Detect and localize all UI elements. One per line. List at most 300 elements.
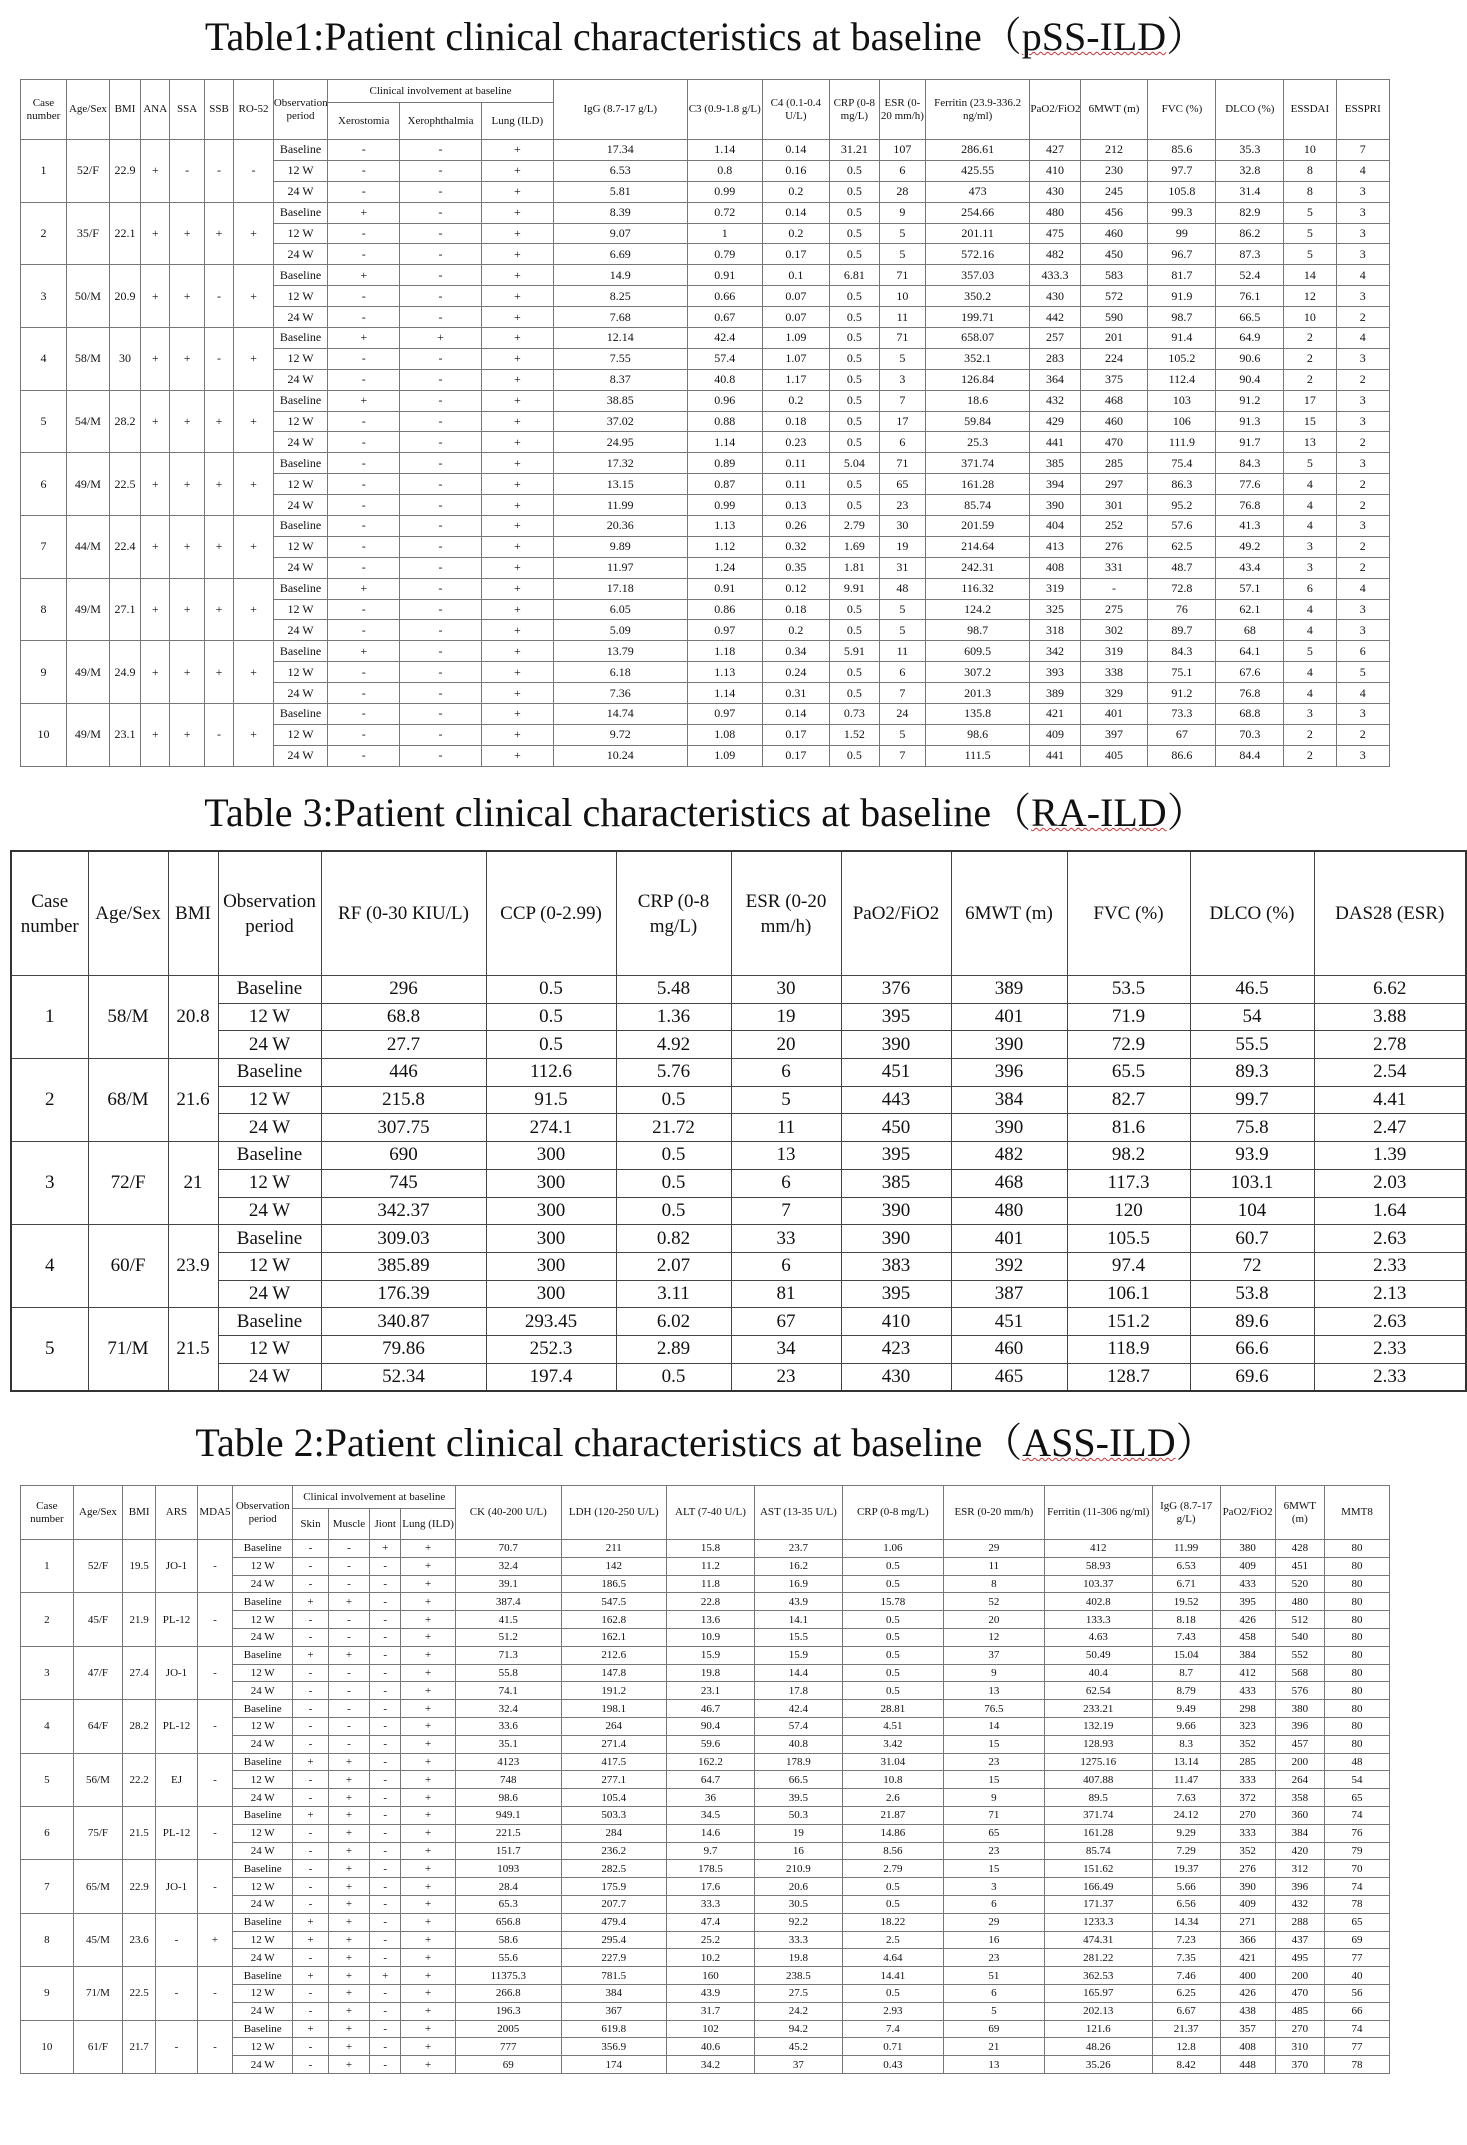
t2-h-ldh: LDH (120-250 U/L) xyxy=(561,1486,666,1540)
table-cell: - xyxy=(400,369,482,390)
table-cell: + xyxy=(328,328,400,349)
table-cell: 55.5 xyxy=(1190,1031,1314,1059)
table-cell: 28.4 xyxy=(456,1878,561,1896)
table-cell: 450 xyxy=(1080,244,1148,265)
table-cell: 2.5 xyxy=(842,1931,943,1949)
cell-period: 24 W xyxy=(233,1895,293,1913)
cell-ssa: + xyxy=(170,328,204,391)
cell-bmi: 24.9 xyxy=(109,641,140,704)
table-cell: 2 xyxy=(1336,557,1389,578)
table-row xyxy=(11,1225,1466,1253)
table-cell: 448 xyxy=(1220,2056,1275,2074)
table-cell: 13.6 xyxy=(667,1611,755,1629)
table-cell: 1.69 xyxy=(829,536,879,557)
table-cell: 11.47 xyxy=(1152,1771,1220,1789)
cell-case: 4 xyxy=(21,1700,74,1753)
table1-title-close: ） xyxy=(1166,14,1207,59)
table-cell: 198.1 xyxy=(561,1700,666,1718)
table-cell: 40.4 xyxy=(1044,1664,1152,1682)
table-cell: 242.31 xyxy=(925,557,1030,578)
table-cell: 27.7 xyxy=(321,1031,486,1059)
table-cell: 331 xyxy=(1080,557,1148,578)
table-cell: 13 xyxy=(943,2056,1044,2074)
t1-h-fvc: FVC (%) xyxy=(1148,80,1216,140)
table-cell: 10.8 xyxy=(842,1771,943,1789)
table-cell: - xyxy=(370,1557,401,1575)
table-cell: + xyxy=(401,1557,456,1575)
table-cell: 949.1 xyxy=(456,1806,561,1824)
table-cell: 433.3 xyxy=(1030,265,1080,286)
table-cell: 49.2 xyxy=(1216,536,1284,557)
table-cell: 0.32 xyxy=(762,536,829,557)
table-cell: + xyxy=(328,202,400,223)
t1-h-6mwt: 6MWT (m) xyxy=(1080,80,1148,140)
table-cell: 126.84 xyxy=(925,369,1030,390)
table-cell: 474.31 xyxy=(1044,1931,1152,1949)
table-cell: 2 xyxy=(1284,745,1336,766)
table-cell: + xyxy=(328,1771,370,1789)
table-cell: 67 xyxy=(1148,724,1216,745)
cell-case: 5 xyxy=(21,390,67,453)
table-cell: 71.3 xyxy=(456,1646,561,1664)
table-row xyxy=(11,1280,1466,1308)
cell-ars: JO-1 xyxy=(156,1540,198,1593)
table-cell: 74 xyxy=(1325,1878,1390,1896)
table-cell: 62.1 xyxy=(1216,599,1284,620)
cell-ars: PL-12 xyxy=(156,1700,198,1753)
table-cell: + xyxy=(328,1646,370,1664)
table-cell: 93.9 xyxy=(1190,1142,1314,1170)
table-cell: + xyxy=(328,1806,370,1824)
table-cell: - xyxy=(293,1682,328,1700)
table-cell: 8 xyxy=(1284,160,1336,181)
table-cell: 390 xyxy=(951,1114,1067,1142)
table-cell: 24.95 xyxy=(553,432,687,453)
table-cell: 4 xyxy=(1284,683,1336,704)
table-cell: 35.1 xyxy=(456,1735,561,1753)
table-cell: 74 xyxy=(1325,1806,1390,1824)
table-cell: 166.49 xyxy=(1044,1878,1152,1896)
table-cell: 540 xyxy=(1275,1628,1324,1646)
cell-ars: - xyxy=(156,2020,198,2073)
table-cell: 375 xyxy=(1080,369,1148,390)
table-cell: 77 xyxy=(1325,2038,1390,2056)
table-cell: 0.91 xyxy=(687,265,762,286)
table-cell: - xyxy=(293,2002,328,2020)
table-cell: 5 xyxy=(879,620,925,641)
cell-period: 12 W xyxy=(273,536,327,557)
table-cell: 0.26 xyxy=(762,516,829,537)
table-cell: 65.5 xyxy=(1067,1059,1190,1087)
table-cell: 71 xyxy=(879,328,925,349)
table-cell: 0.5 xyxy=(829,745,879,766)
t3-h-bmi: BMI xyxy=(168,851,218,976)
table-cell: 24.12 xyxy=(1152,1806,1220,1824)
table-cell: 7.23 xyxy=(1152,1931,1220,1949)
table-cell: 142 xyxy=(561,1557,666,1575)
table-cell: 57.6 xyxy=(1148,516,1216,537)
table-cell: - xyxy=(328,474,400,495)
table-cell: + xyxy=(401,2002,456,2020)
table-cell: 0.89 xyxy=(687,453,762,474)
table-row xyxy=(21,1806,1390,1824)
table-cell: - xyxy=(328,369,400,390)
table-cell: 443 xyxy=(841,1086,951,1114)
table-cell: 9 xyxy=(943,1664,1044,1682)
table-cell: + xyxy=(401,1540,456,1558)
table-cell: 426 xyxy=(1220,1984,1275,2002)
cell-period: Baseline xyxy=(233,2020,293,2038)
table-row xyxy=(11,1363,1466,1391)
cell-ssb: + xyxy=(204,516,233,579)
table-cell: - xyxy=(400,704,482,725)
table-cell: 1.07 xyxy=(762,348,829,369)
table-cell: 2 xyxy=(1284,369,1336,390)
cell-ro52: + xyxy=(234,202,274,265)
table-cell: 425.55 xyxy=(925,160,1030,181)
table-cell: + xyxy=(481,328,553,349)
table-cell: 128.93 xyxy=(1044,1735,1152,1753)
table-cell: 0.5 xyxy=(842,1628,943,1646)
table-cell: 214.64 xyxy=(925,536,1030,557)
table-cell: 319 xyxy=(1080,641,1148,662)
table-row xyxy=(11,1059,1466,1087)
t1-h-igg: IgG (8.7-17 g/L) xyxy=(553,80,687,140)
table-cell: + xyxy=(401,1628,456,1646)
table-cell: + xyxy=(481,286,553,307)
cell-age-sex: 52/F xyxy=(73,1540,122,1593)
table-cell: 1.08 xyxy=(687,724,762,745)
table-cell: 19.52 xyxy=(1152,1593,1220,1611)
table-cell: 66.5 xyxy=(1216,307,1284,328)
cell-ro52: + xyxy=(234,704,274,767)
table-cell: 15 xyxy=(943,1735,1044,1753)
table-cell: 0.5 xyxy=(616,1086,731,1114)
table-cell: 6 xyxy=(731,1169,841,1197)
cell-period: 24 W xyxy=(233,1735,293,1753)
t1-h-clinical: Clinical involvement at baseline xyxy=(328,80,554,103)
table-cell: 10 xyxy=(879,286,925,307)
table-cell: 0.5 xyxy=(486,976,616,1004)
table-cell: 25.2 xyxy=(667,1931,755,1949)
table-cell: 33.3 xyxy=(667,1895,755,1913)
cell-mda5: - xyxy=(197,2020,232,2073)
cell-case: 3 xyxy=(11,1142,88,1225)
cell-case: 3 xyxy=(21,1646,74,1699)
cell-bmi: 22.1 xyxy=(109,202,140,265)
t1-h-essdai: ESSDAI xyxy=(1284,80,1336,140)
table-cell: 60.7 xyxy=(1190,1225,1314,1253)
table-cell: 52.4 xyxy=(1216,265,1284,286)
table-cell: 395 xyxy=(841,1280,951,1308)
cell-ssa: + xyxy=(170,202,204,265)
t2-h-ck: CK (40-200 U/L) xyxy=(456,1486,561,1540)
table-cell: - xyxy=(370,1700,401,1718)
table-cell: 27.5 xyxy=(754,1984,842,2002)
table-cell: - xyxy=(400,536,482,557)
cell-period: Baseline xyxy=(233,1967,293,1985)
table-cell: 68.8 xyxy=(321,1003,486,1031)
table-cell: 64.9 xyxy=(1216,328,1284,349)
cell-period: 12 W xyxy=(273,286,327,307)
table-cell: 23 xyxy=(879,495,925,516)
cell-case: 1 xyxy=(21,140,67,203)
table-cell: 384 xyxy=(1275,1824,1324,1842)
t2-h-igg: IgG (8.7-17 g/L) xyxy=(1152,1486,1220,1540)
table-cell: + xyxy=(481,369,553,390)
t3-h-dlco: DLCO (%) xyxy=(1190,851,1314,976)
table-cell: 5.81 xyxy=(553,181,687,202)
table-cell: 275 xyxy=(1080,599,1148,620)
table-cell: 0.5 xyxy=(842,1664,943,1682)
table-cell: 57.4 xyxy=(687,348,762,369)
table-cell: - xyxy=(328,286,400,307)
cell-period: 24 W xyxy=(233,1789,293,1807)
table-cell: 283 xyxy=(1030,348,1080,369)
table-cell: 4 xyxy=(1336,328,1389,349)
table-cell: 301 xyxy=(1080,495,1148,516)
table-cell: 103.1 xyxy=(1190,1169,1314,1197)
table-cell: 4.64 xyxy=(842,1949,943,1967)
table-cell: 8.42 xyxy=(1152,2056,1220,2074)
table-cell: - xyxy=(370,1806,401,1824)
table-cell: 91.2 xyxy=(1216,390,1284,411)
table-cell: 43.4 xyxy=(1216,557,1284,578)
t1-h-ssa: SSA xyxy=(170,80,204,140)
table-cell: 15 xyxy=(1284,411,1336,432)
table-cell: + xyxy=(401,1700,456,1718)
cell-period: Baseline xyxy=(273,704,327,725)
cell-period: 12 W xyxy=(218,1169,321,1197)
cell-ssb: + xyxy=(204,578,233,641)
table-cell: 495 xyxy=(1275,1949,1324,1967)
table-cell: 5 xyxy=(879,599,925,620)
cell-ana: + xyxy=(141,140,170,203)
table-cell: 105.2 xyxy=(1148,348,1216,369)
cell-ssa: + xyxy=(170,453,204,516)
table-cell: + xyxy=(401,1682,456,1700)
table-cell: 482 xyxy=(1030,244,1080,265)
table-cell: 71 xyxy=(879,265,925,286)
table-cell: 1.24 xyxy=(687,557,762,578)
cell-ana: + xyxy=(141,202,170,265)
table-cell: 15.9 xyxy=(754,1646,842,1664)
table-cell: 590 xyxy=(1080,307,1148,328)
table-cell: 12 xyxy=(1284,286,1336,307)
t2-h-joint: Jiont xyxy=(370,1509,401,1540)
cell-age-sex: 47/F xyxy=(73,1646,122,1699)
table-cell: 479.4 xyxy=(561,1913,666,1931)
table-cell: + xyxy=(293,1646,328,1664)
table-cell: 98.6 xyxy=(925,724,1030,745)
table-cell: 17.34 xyxy=(553,140,687,161)
table-cell: - xyxy=(370,1717,401,1735)
table-cell: 2 xyxy=(1336,536,1389,557)
table-cell: 4 xyxy=(1284,599,1336,620)
table-cell: + xyxy=(481,432,553,453)
table-cell: 482 xyxy=(951,1142,1067,1170)
table-cell: - xyxy=(293,1735,328,1753)
table-cell: 3.88 xyxy=(1314,1003,1466,1031)
table-cell: 2 xyxy=(1336,432,1389,453)
cell-ssa: + xyxy=(170,265,204,328)
table-cell: 0.18 xyxy=(762,599,829,620)
table-row xyxy=(21,202,1390,223)
table-cell: 6 xyxy=(1336,641,1389,662)
table-cell: 3 xyxy=(1336,620,1389,641)
table-cell: 20.6 xyxy=(754,1878,842,1896)
table2 xyxy=(20,1485,1390,2074)
table-cell: 201 xyxy=(1080,328,1148,349)
t1-h-ro52: RO-52 xyxy=(234,80,274,140)
table-cell: 0.5 xyxy=(829,390,879,411)
cell-bmi: 20.9 xyxy=(109,265,140,328)
table-cell: 451 xyxy=(1275,1557,1324,1575)
table-cell: 103 xyxy=(1148,390,1216,411)
table-cell: 0.5 xyxy=(829,369,879,390)
table-cell: 40.8 xyxy=(754,1735,842,1753)
cell-ana: + xyxy=(141,578,170,641)
table-cell: 276 xyxy=(1220,1860,1275,1878)
table-cell: 5 xyxy=(1284,223,1336,244)
table-cell: 401 xyxy=(951,1225,1067,1253)
cell-period: 12 W xyxy=(233,1931,293,1949)
table-cell: 318 xyxy=(1030,620,1080,641)
table-cell: - xyxy=(370,1984,401,2002)
table-cell: 28.81 xyxy=(842,1700,943,1718)
t3-h-das28: DAS28 (ESR) xyxy=(1314,851,1466,976)
table-cell: 352 xyxy=(1220,1842,1275,1860)
table-cell: 1233.3 xyxy=(1044,1913,1152,1931)
table-cell: - xyxy=(328,181,400,202)
table-cell: 4.92 xyxy=(616,1031,731,1059)
cell-period: 24 W xyxy=(218,1031,321,1059)
table-cell: 0.5 xyxy=(842,1611,943,1629)
table-cell: 201.3 xyxy=(925,683,1030,704)
cell-case: 1 xyxy=(11,976,88,1059)
table-cell: 98.7 xyxy=(925,620,1030,641)
cell-case: 10 xyxy=(21,704,67,767)
table-cell: 116.32 xyxy=(925,578,1030,599)
table2-title xyxy=(0,1420,1411,1466)
table-cell: 10 xyxy=(1284,307,1336,328)
table-cell: 0.34 xyxy=(762,641,829,662)
table-cell: 0.5 xyxy=(829,474,879,495)
table-cell: 3 xyxy=(1336,202,1389,223)
table-cell: + xyxy=(401,2020,456,2038)
table-cell: - xyxy=(400,223,482,244)
table-cell: 97.4 xyxy=(1067,1252,1190,1280)
cell-period: Baseline xyxy=(233,1806,293,1824)
table-cell: - xyxy=(400,348,482,369)
cell-mda5: - xyxy=(197,1540,232,1593)
table-cell: 82.9 xyxy=(1216,202,1284,223)
table-cell: 4123 xyxy=(456,1753,561,1771)
cell-age-sex: 54/M xyxy=(66,390,109,453)
table-cell: 69.6 xyxy=(1190,1363,1314,1391)
table-cell: 46.7 xyxy=(667,1700,755,1718)
table-cell: 90.6 xyxy=(1216,348,1284,369)
table-cell: 366 xyxy=(1220,1931,1275,1949)
table-cell: 65 xyxy=(879,474,925,495)
table-cell: 147.8 xyxy=(561,1664,666,1682)
table-cell: 0.99 xyxy=(687,495,762,516)
cell-ro52: - xyxy=(234,140,274,203)
table-cell: 7 xyxy=(879,745,925,766)
table-cell: 4.63 xyxy=(1044,1628,1152,1646)
table-cell: 10.24 xyxy=(553,745,687,766)
table-cell: - xyxy=(370,1842,401,1860)
table-cell: 383 xyxy=(841,1252,951,1280)
table-cell: 19.8 xyxy=(667,1664,755,1682)
table-cell: 2.78 xyxy=(1314,1031,1466,1059)
table-cell: 457 xyxy=(1275,1735,1324,1753)
table-cell: 0.5 xyxy=(616,1197,731,1225)
table-cell: 0.5 xyxy=(486,1003,616,1031)
table-cell: + xyxy=(328,1753,370,1771)
table-cell: 16.9 xyxy=(754,1575,842,1593)
table-cell: 400 xyxy=(1220,1967,1275,1985)
cell-bmi: 27.4 xyxy=(123,1646,156,1699)
table-cell: 23.7 xyxy=(754,1540,842,1558)
t1-h-dlco: DLCO (%) xyxy=(1216,80,1284,140)
cell-period: 12 W xyxy=(233,2038,293,2056)
table-cell: 10 xyxy=(1284,140,1336,161)
table-cell: - xyxy=(328,1664,370,1682)
table-cell: 274.1 xyxy=(486,1114,616,1142)
table-cell: 103.37 xyxy=(1044,1575,1152,1593)
table-cell: 390 xyxy=(1220,1878,1275,1896)
table-cell: - xyxy=(370,1913,401,1931)
table-cell: 224 xyxy=(1080,348,1148,369)
table-cell: 2 xyxy=(1336,724,1389,745)
table-row xyxy=(11,1142,1466,1170)
cell-case: 2 xyxy=(21,1593,74,1646)
table-cell: 430 xyxy=(1030,286,1080,307)
table-cell: 427 xyxy=(1030,140,1080,161)
table-cell: + xyxy=(481,536,553,557)
cell-ars: - xyxy=(156,1913,198,1966)
table-cell: 370 xyxy=(1275,2056,1324,2074)
table-cell: 9.29 xyxy=(1152,1824,1220,1842)
table-cell: 210.9 xyxy=(754,1860,842,1878)
table-cell: 407.88 xyxy=(1044,1771,1152,1789)
table-cell: 42.4 xyxy=(754,1700,842,1718)
table-cell: 53.5 xyxy=(1067,976,1190,1004)
table-cell: 59.6 xyxy=(667,1735,755,1753)
table-row xyxy=(11,1335,1466,1363)
table-cell: 284 xyxy=(561,1824,666,1842)
table-cell: 576 xyxy=(1275,1682,1324,1700)
t1-h-case: Case number xyxy=(21,80,67,140)
cell-bmi: 22.9 xyxy=(123,1860,156,1913)
table-cell: 333 xyxy=(1220,1771,1275,1789)
table-cell: 19.37 xyxy=(1152,1860,1220,1878)
table-cell: 0.96 xyxy=(687,390,762,411)
table-cell: 0.8 xyxy=(687,160,762,181)
table-cell: 81 xyxy=(731,1280,841,1308)
table-cell: - xyxy=(328,1557,370,1575)
table-cell: 91.5 xyxy=(486,1086,616,1114)
cell-age-sex: 58/M xyxy=(66,328,109,391)
table-cell: 238.5 xyxy=(754,1967,842,1985)
table-cell: + xyxy=(401,1878,456,1896)
table-cell: 465 xyxy=(951,1363,1067,1391)
table-cell: 70 xyxy=(1325,1860,1390,1878)
table-cell: - xyxy=(293,1878,328,1896)
table-cell: 207.7 xyxy=(561,1895,666,1913)
table-row xyxy=(11,1114,1466,1142)
